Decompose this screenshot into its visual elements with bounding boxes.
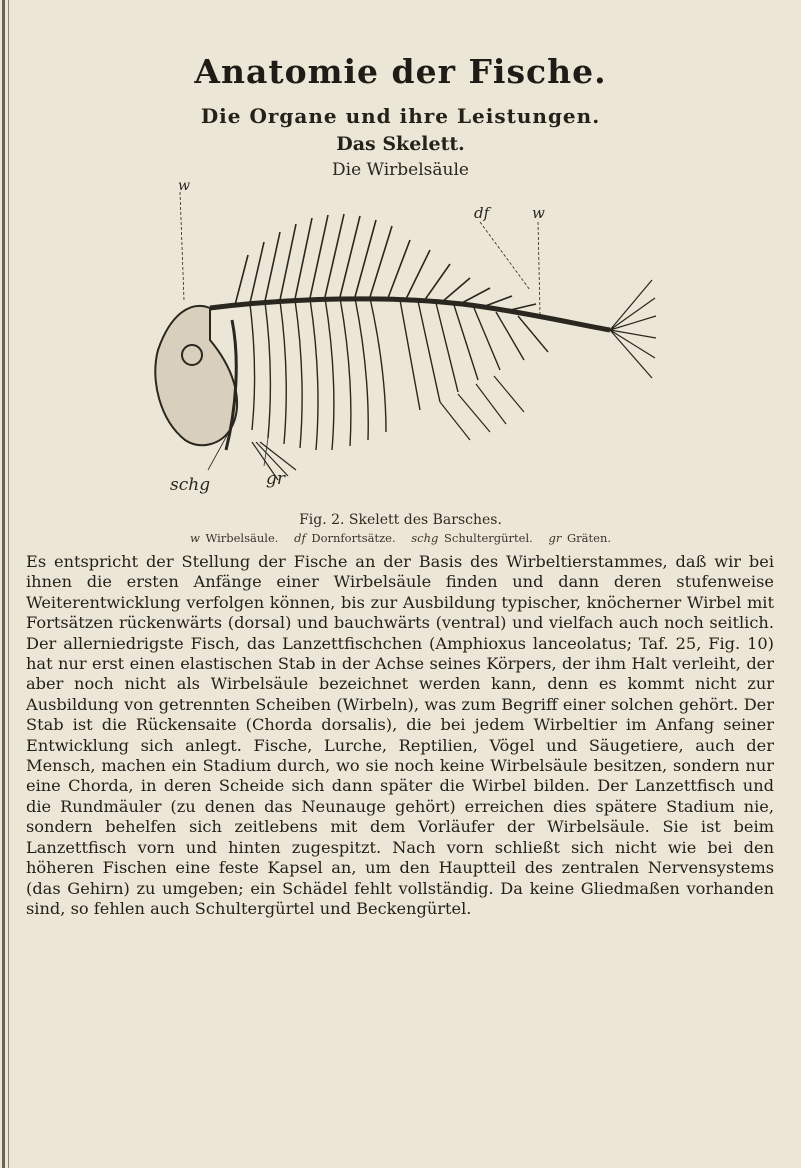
label-gr: gr: [266, 469, 286, 489]
legend-text-df: Dornfortsätze.: [311, 531, 396, 545]
label-schg: schg: [170, 475, 211, 495]
ribs: [250, 298, 548, 450]
figure-legend: [0, 531, 801, 545]
leader-w-right: [538, 222, 540, 314]
label-w-left: w: [178, 180, 190, 194]
caudal-fin: [610, 280, 656, 378]
fish-skeleton-figure: [140, 180, 660, 500]
skull: [155, 306, 237, 445]
figure-caption: Fig. 2. Skelett des Barsches.: [299, 512, 502, 528]
legend-text-w: Wirbelsäule.: [205, 531, 279, 545]
leader-w-left: [180, 192, 184, 300]
anal-fin: [440, 376, 524, 440]
page-title: Anatomie der Fische.: [194, 52, 607, 91]
legend-code-schg: schg: [411, 531, 439, 545]
legend-text-gr: Gräten.: [566, 531, 612, 545]
spine: [210, 299, 610, 330]
legend-code-w: w: [189, 531, 200, 545]
legend-code-gr: gr: [548, 531, 562, 545]
legend-text-schg: Schultergürtel.: [444, 531, 533, 545]
label-w-right: w: [532, 204, 545, 222]
legend-code-df: df: [294, 531, 306, 545]
leader-df: [480, 222, 530, 290]
body-paragraph: Es entspricht der Stellung der Fische an der Basis des Wirbeltierstammes, daß wir bei ihnen die ersten Anfänge einer Wirbelsäule finden und dann deren stufenweise Weiterentwicklung verfolgen können, bis zur Ausbildung typischer, knöcherner Wirbel mit Fortsätzen rückenwärts (dorsal) und bauchwärts (ventral) und vielfach auch noch seitlich. Der allerniedrigste Fisch, das Lanzettfischchen (Amphioxus lanceolatus; Taf. 25, Fig. 10) hat nur erst einen elastischen Stab in der Achse seines Körpers, der ihm Halt verleiht, der aber noch nicht als Wirbelsäule bezeichnet werden kann, denn es kommt nicht zur Ausbildung von getrennten Scheiben (Wirbeln), was zum Begriff einer solchen gehört. Der Stab ist die Rückensaite (Chorda dorsalis), die bei jedem Wirbeltier im Anfang seiner Entwicklung sich anlegt. Fische, Lurche, Reptilien, Vögel und Säugetiere, auch der Mensch, machen ein Stadium durch, wo sie noch keine Wirbelsäule besitzen, sondern nur eine Chorda, in deren Scheide sich dann später die Wirbel bilden. Der Lanzettfisch und die Rundmäuler (zu denen das Neunauge gehört) erreichen dies spätere Stadium nie, sondern behelfen sich zeitlebens mit dem Vorläufer der Wirbelsäule. Sie ist beim Lanzettfisch vorn und hinten zugespitzt. Nach vorn schließt sich nicht wie bei den höheren Fischen eine feste Kapsel an, um den Hauptteil des zentralen Nervensystems (das Gehirn) zu umgeben; ein Schädel fehlt vollständig. Da keine Gliedmaßen vorhanden sind, so fehlen auch Schultergürtel und Beckengürtel.: [26, 552, 774, 918]
label-df: df: [474, 204, 490, 222]
section-title: Das Skelett.: [336, 133, 465, 155]
chapter-subtitle: Die Organe und ihre Leistungen.: [200, 104, 601, 128]
subsection-title: Die Wirbelsäule: [332, 160, 469, 180]
